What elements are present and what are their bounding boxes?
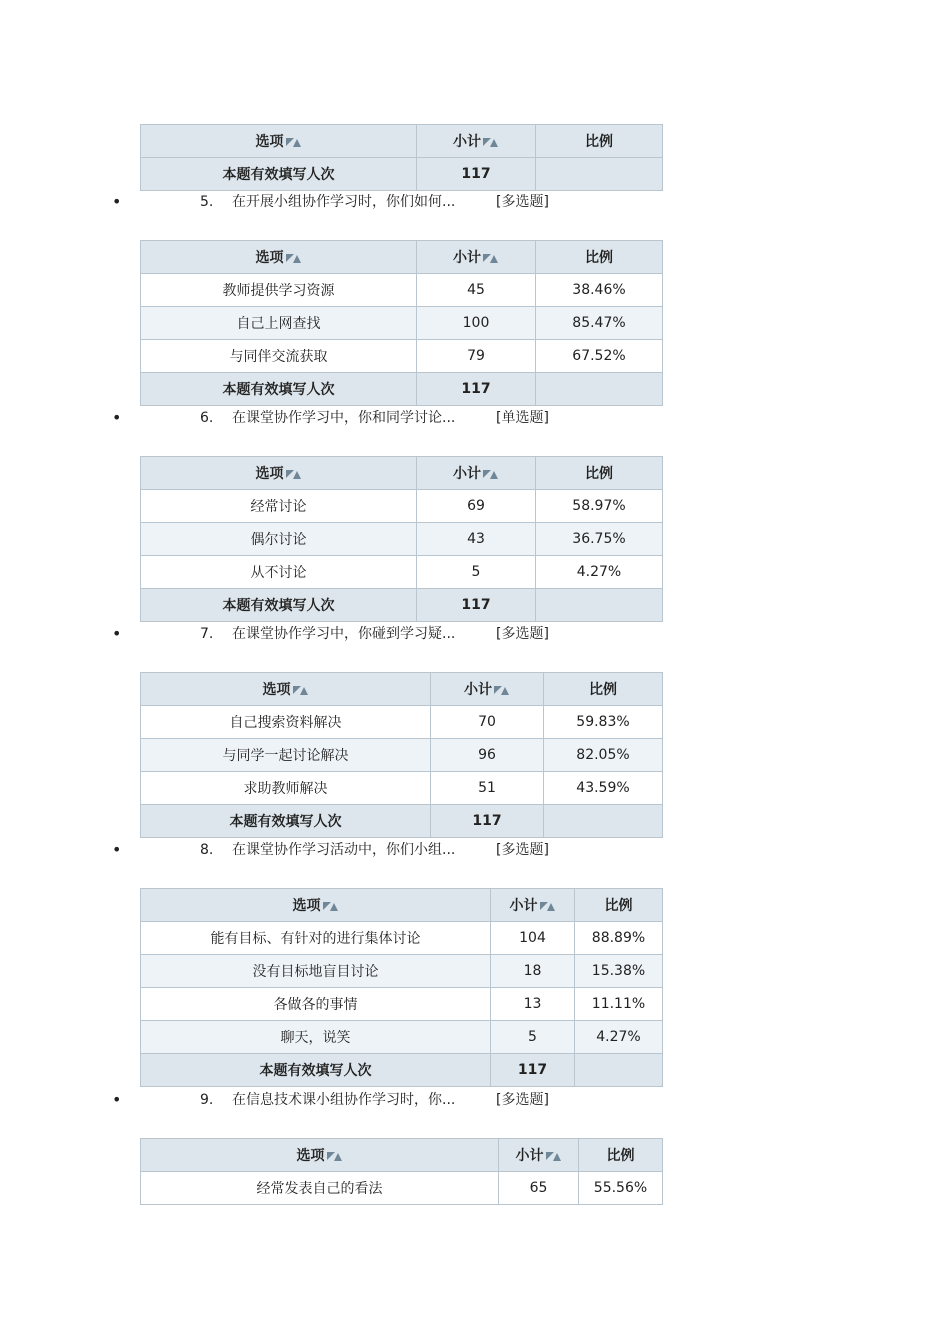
option-label: 聊天，说笑 <box>141 1021 491 1054</box>
option-label: 与同伴交流获取 <box>141 340 417 373</box>
table-row <box>141 955 663 988</box>
question-text: 在课堂协作学习中，你和同学讨论... <box>232 410 456 426</box>
table-row <box>141 274 663 307</box>
total-label: 本题有效填写人次 <box>141 805 431 838</box>
bullet: • <box>112 408 122 427</box>
total-count: 117 <box>417 158 536 191</box>
option-ratio: 4.27% <box>536 556 663 589</box>
column-header-option[interactable]: 选项 <box>141 889 491 922</box>
column-header-count[interactable]: 小计 <box>417 241 536 274</box>
table-row <box>141 772 663 805</box>
question-header-q7 <box>112 624 672 644</box>
option-count: 100 <box>417 307 536 340</box>
option-label: 各做各的事情 <box>141 988 491 1021</box>
sort-icon[interactable] <box>546 1152 562 1161</box>
column-header-option[interactable]: 选项 <box>141 241 417 274</box>
stats-table-q8 <box>140 888 663 1087</box>
option-ratio: 88.89% <box>575 922 663 955</box>
option-ratio: 67.52% <box>536 340 663 373</box>
total-label: 本题有效填写人次 <box>141 158 417 191</box>
option-label: 没有目标地盲目讨论 <box>141 955 491 988</box>
question-header-q8 <box>112 840 672 860</box>
table-row <box>141 739 663 772</box>
table-row <box>141 490 663 523</box>
option-label: 偶尔讨论 <box>141 523 417 556</box>
question-header-q5 <box>112 192 672 212</box>
sort-icon[interactable] <box>286 138 302 147</box>
total-ratio <box>544 805 663 838</box>
question-number: 6. <box>200 410 214 426</box>
column-header-ratio: 比例 <box>544 673 663 706</box>
sort-icon[interactable] <box>327 1152 343 1161</box>
option-count: 45 <box>417 274 536 307</box>
question-number: 5. <box>200 194 214 210</box>
column-header-ratio: 比例 <box>575 889 663 922</box>
table-header-row <box>141 125 663 158</box>
stats-table-q4 <box>140 124 663 191</box>
question-number: 8. <box>200 842 214 858</box>
option-ratio: 85.47% <box>536 307 663 340</box>
option-count: 5 <box>491 1021 575 1054</box>
option-label: 经常发表自己的看法 <box>141 1172 499 1205</box>
option-label: 自己上网查找 <box>141 307 417 340</box>
question-text: 在开展小组协作学习时，你们如何... <box>232 194 456 210</box>
stats-table-q9 <box>140 1138 663 1205</box>
table-row <box>141 1172 663 1205</box>
total-count: 117 <box>417 373 536 406</box>
bullet: • <box>112 624 122 643</box>
question-type: [单选题] <box>496 410 549 426</box>
option-ratio: 4.27% <box>575 1021 663 1054</box>
column-header-ratio: 比例 <box>536 125 663 158</box>
option-label: 从不讨论 <box>141 556 417 589</box>
total-ratio <box>536 158 663 191</box>
stats-table-q5 <box>140 240 663 406</box>
table-header-row <box>141 1139 663 1172</box>
table-row <box>141 307 663 340</box>
column-header-count[interactable]: 小计 <box>417 457 536 490</box>
total-count: 117 <box>431 805 544 838</box>
option-count: 43 <box>417 523 536 556</box>
column-header-option[interactable]: 选项 <box>141 457 417 490</box>
option-label: 教师提供学习资源 <box>141 274 417 307</box>
stats-table-q7 <box>140 672 663 838</box>
bullet: • <box>112 1090 122 1109</box>
option-count: 18 <box>491 955 575 988</box>
sort-icon[interactable] <box>483 470 499 479</box>
option-label: 自己搜索资料解决 <box>141 706 431 739</box>
column-header-count[interactable]: 小计 <box>417 125 536 158</box>
option-ratio: 55.56% <box>579 1172 663 1205</box>
table-row <box>141 988 663 1021</box>
total-ratio <box>536 589 663 622</box>
sort-icon[interactable] <box>483 138 499 147</box>
sort-icon[interactable] <box>483 254 499 263</box>
sort-icon[interactable] <box>286 254 302 263</box>
option-ratio: 36.75% <box>536 523 663 556</box>
question-header-q9 <box>112 1090 672 1110</box>
question-type: [多选题] <box>496 1092 549 1108</box>
option-count: 5 <box>417 556 536 589</box>
stats-table-q6 <box>140 456 663 622</box>
option-ratio: 15.38% <box>575 955 663 988</box>
option-label: 求助教师解决 <box>141 772 431 805</box>
option-ratio: 58.97% <box>536 490 663 523</box>
bullet: • <box>112 192 122 211</box>
table-row <box>141 523 663 556</box>
option-count: 69 <box>417 490 536 523</box>
option-label: 与同学一起讨论解决 <box>141 739 431 772</box>
sort-icon[interactable] <box>323 902 339 911</box>
table-row <box>141 340 663 373</box>
sort-icon[interactable] <box>286 470 302 479</box>
table-header-row <box>141 889 663 922</box>
total-row <box>141 1054 663 1087</box>
total-label: 本题有效填写人次 <box>141 589 417 622</box>
question-text: 在课堂协作学习活动中，你们小组... <box>232 842 456 858</box>
column-header-count[interactable]: 小计 <box>499 1139 579 1172</box>
sort-icon[interactable] <box>494 686 510 695</box>
total-row <box>141 805 663 838</box>
column-header-ratio: 比例 <box>536 457 663 490</box>
option-count: 96 <box>431 739 544 772</box>
total-row <box>141 158 663 191</box>
column-header-ratio: 比例 <box>579 1139 663 1172</box>
total-count: 117 <box>417 589 536 622</box>
table-row <box>141 556 663 589</box>
table-row <box>141 922 663 955</box>
option-ratio: 43.59% <box>544 772 663 805</box>
option-count: 70 <box>431 706 544 739</box>
option-label: 能有目标、有针对的进行集体讨论 <box>141 922 491 955</box>
question-type: [多选题] <box>496 842 549 858</box>
column-header-count[interactable]: 小计 <box>431 673 544 706</box>
question-header-q6 <box>112 408 672 428</box>
table-header-row <box>141 241 663 274</box>
option-label: 经常讨论 <box>141 490 417 523</box>
total-label: 本题有效填写人次 <box>141 1054 491 1087</box>
option-ratio: 82.05% <box>544 739 663 772</box>
total-ratio <box>575 1054 663 1087</box>
total-label: 本题有效填写人次 <box>141 373 417 406</box>
table-header-row <box>141 457 663 490</box>
column-header-ratio: 比例 <box>536 241 663 274</box>
total-count: 117 <box>491 1054 575 1087</box>
option-count: 104 <box>491 922 575 955</box>
total-ratio <box>536 373 663 406</box>
option-ratio: 59.83% <box>544 706 663 739</box>
sort-icon[interactable] <box>540 902 556 911</box>
column-header-count[interactable]: 小计 <box>491 889 575 922</box>
question-type: [多选题] <box>496 626 549 642</box>
table-row <box>141 706 663 739</box>
question-text: 在信息技术课小组协作学习时，你... <box>232 1092 456 1108</box>
option-ratio: 38.46% <box>536 274 663 307</box>
option-count: 13 <box>491 988 575 1021</box>
question-text: 在课堂协作学习中，你碰到学习疑... <box>232 626 456 642</box>
option-count: 51 <box>431 772 544 805</box>
option-count: 65 <box>499 1172 579 1205</box>
column-header-option[interactable]: 选项 <box>141 125 417 158</box>
question-number: 9. <box>200 1092 214 1108</box>
question-number: 7. <box>200 626 214 642</box>
bullet: • <box>112 840 122 859</box>
option-ratio: 11.11% <box>575 988 663 1021</box>
table-row <box>141 1021 663 1054</box>
option-count: 79 <box>417 340 536 373</box>
sort-icon[interactable] <box>293 686 309 695</box>
question-type: [多选题] <box>496 194 549 210</box>
total-row <box>141 589 663 622</box>
total-row <box>141 373 663 406</box>
table-header-row <box>141 673 663 706</box>
column-header-option[interactable]: 选项 <box>141 1139 499 1172</box>
column-header-option[interactable]: 选项 <box>141 673 431 706</box>
